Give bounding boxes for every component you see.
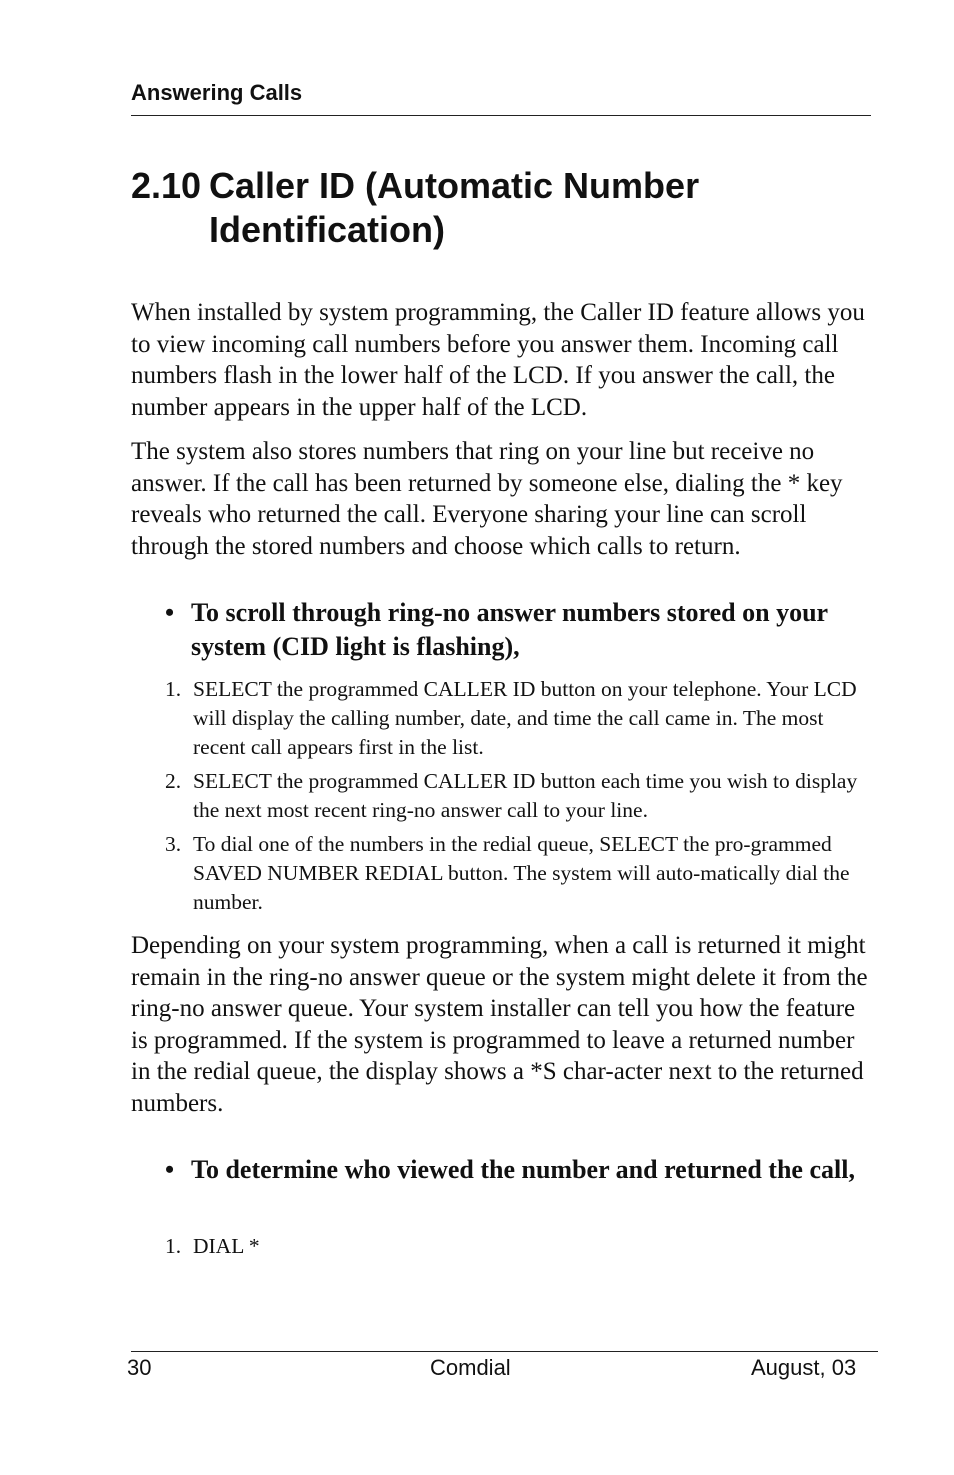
- procedure-heading-text: To determine who viewed the number and returned the call,: [191, 1155, 855, 1184]
- intro-paragraph: When installed by system programming, the Caller ID feature allows you to view incoming call numbers before you answer them. Incoming call numbers flash in the lower half of the LCD. If you answer the call, the number appears in the upper half of the LCD.: [131, 299, 865, 421]
- page-number: 30: [127, 1355, 152, 1380]
- footer-publisher: Comdial: [430, 1355, 511, 1380]
- step-number: 2.: [165, 769, 182, 793]
- section-number: 2.10: [131, 165, 202, 206]
- procedure-heading: [165, 596, 870, 664]
- header-rule: [131, 115, 871, 116]
- step-text: SELECT the programmed CALLER ID button on your telephone. Your LCD will display the calling number, date, and time the call came in. The most recent call appears first in the list.: [193, 677, 857, 759]
- procedure-steps: [165, 1232, 870, 1266]
- storage-paragraph: The system also stores numbers that ring on your line but receive no answer. If the call has been returned by someone else, dialing the * key reveals who returned the call. Everyone sharing your line can scroll through the stored numbers and choose which calls to return.: [131, 438, 843, 560]
- procedure-step: [165, 675, 870, 762]
- procedure-step: [165, 830, 870, 917]
- step-number: 1.: [165, 677, 182, 701]
- bullet-icon: •: [165, 598, 175, 627]
- procedure-step: [165, 767, 870, 825]
- bullet-icon: •: [165, 1155, 175, 1184]
- procedure-step: [165, 1232, 870, 1261]
- step-text: SELECT the programmed CALLER ID button each time you wish to display the next most recent ring-no answer call to your line.: [193, 769, 858, 822]
- running-header: Answering Calls: [131, 80, 303, 105]
- step-number: 1.: [165, 1234, 182, 1258]
- section-title: [131, 164, 871, 252]
- procedure-heading: [165, 1153, 870, 1187]
- step-text: To dial one of the numbers in the redial queue, SELECT the pro-grammed SAVED NUMBER REDIAL button. The system will auto-matically dial the number.: [193, 832, 850, 914]
- procedure-steps: [165, 675, 870, 922]
- step-text: DIAL *: [193, 1234, 260, 1258]
- step-number: 3.: [165, 832, 182, 856]
- section-title-line-1: Caller ID (Automatic Number: [209, 165, 700, 206]
- queue-paragraph: Depending on your system programming, when a call is returned it might remain in the ring-no answer queue or the system might delete it from the ring-no answer queue. Your system installer can tell you how the feature is programmed. If the system is programmed to leave a returned number in the redial queue, the display shows a *S char-acter next to the returned numbers.: [131, 932, 868, 1117]
- footer-rule: [131, 1351, 878, 1352]
- footer-date: August, 03: [751, 1355, 857, 1380]
- section-title-line-2: Identification): [209, 209, 445, 250]
- procedure-heading-text: To scroll through ring-no answer numbers stored on your system (CID light is flashing),: [191, 598, 828, 661]
